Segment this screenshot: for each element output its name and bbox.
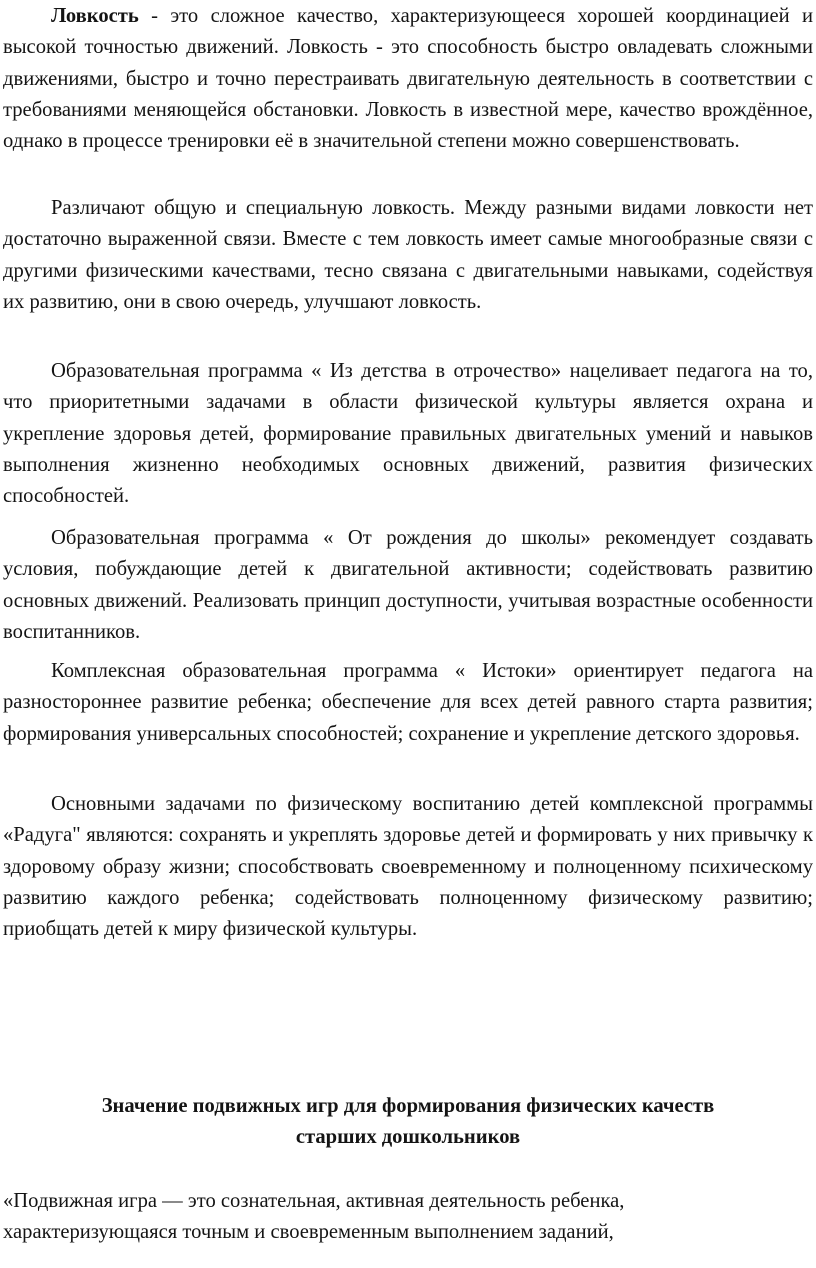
paragraph-outdoor-game-line-2: характеризующаяся точным и своевременным выполнением заданий, xyxy=(3,1221,614,1244)
term-agility: Ловкость xyxy=(51,5,139,27)
paragraph-agility-definition-text: - это сложное качество, характеризующееся хорошей координацией и высокой точностью движений. Ловкость - это способность быстро овладевать сложными движениями, быстро и точно перестраивать двигательную деятельность в соответствии с требованиями меняющейся обстановки. Ловкость в известной мере, качество врождённое, однако в процессе тренировки её в значительной степени можно совершенствовать. xyxy=(3,5,813,153)
section-heading xyxy=(3,1091,813,1154)
paragraph-outdoor-game-line-1: «Подвижная игра — это сознательная, активная деятельность ребенка, xyxy=(3,1190,625,1212)
paragraph-agility-definition xyxy=(3,1,813,157)
paragraph-general-special-agility: Различают общую и специальную ловкость. Между разными видами ловкости нет достаточно выраженной связи. Вместе с тем ловкость имеет самые многообразные связи с другими физическими качествами, тесно связана с двигательными навыками, содействуя их развитию, они в свою очередь, улучшают ловкость. xyxy=(3,197,813,313)
paragraph-program-birth-to-school: Образовательная программа « От рождения до школы» рекомендует создавать условия, побуждающие детей к двигательной активности; содействовать развитию основных движений. Реализовать принцип доступности, учитывая возрастные особенности воспитанников. xyxy=(3,527,813,643)
paragraph-program-childhood-adolescence: Образовательная программа « Из детства в отрочество» нацеливает педагога на то, что приоритетными задачами в области физической культуры является охрана и укрепление здоровья детей, формирование правильных двигательных умений и навыков выполнения жизненно необходимых основных движений, развития физических способностей. xyxy=(3,360,813,508)
paragraph-outdoor-game-definition xyxy=(3,1186,813,1249)
paragraph-program-istoki: Комплексная образовательная программа « Истоки» ориентирует педагога на разностороннее развитие ребенка; обеспечение для всех детей равного старта развития; формирования универсальных способностей; сохранение и укрепление детского здоровья. xyxy=(3,660,813,745)
section-heading-line-2: старших дошкольников xyxy=(295,1126,521,1149)
section-heading-line-1: Значение подвижных игр для формирования физических качеств xyxy=(101,1095,715,1117)
paragraph-program-raduga: Основными задачами по физическому воспитанию детей комплексной программы «Радуга" являются: сохранять и укреплять здоровье детей и формировать у них привычку к здоровому образу жизни; способствовать своевременному и полноценному психическому развитию каждого ребенка; содействовать полноценному физическому развитию; приобщать детей к миру физической культуры. xyxy=(3,793,813,941)
